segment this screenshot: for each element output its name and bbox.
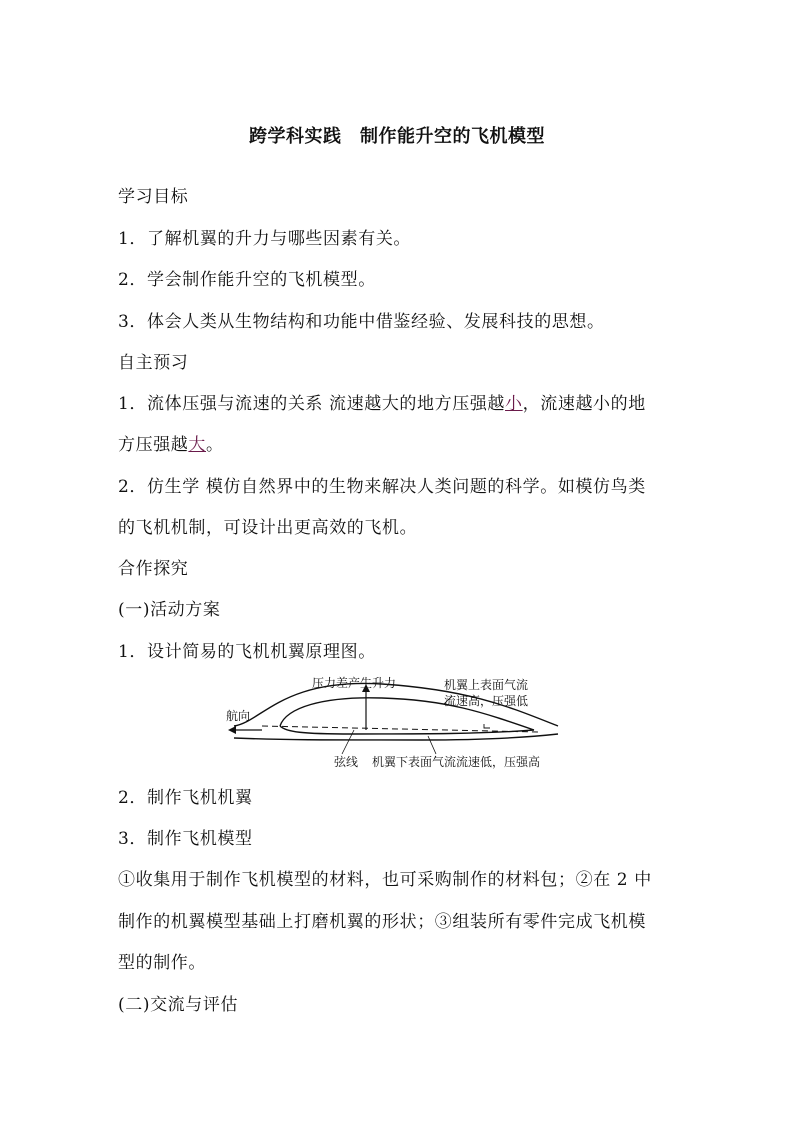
subheading-discussion: (二)交流与评估 <box>118 995 239 1015</box>
label-heading: 航向 <box>226 709 251 723</box>
label-top-1: 机翼上表面气流 <box>444 678 529 692</box>
preview-question-1-cont <box>118 434 224 456</box>
step-2: 2．制作飞机机翼 <box>118 788 253 808</box>
wing-lower-surface <box>280 726 534 734</box>
page-title: 跨学科实践 制作能升空的飞机模型 <box>249 126 545 147</box>
step-1: 1．设计简易的飞机机翼原理图。 <box>118 642 376 662</box>
section-heading-explore: 合作探究 <box>118 559 189 579</box>
objective-item: 1．了解机翼的升力与哪些因素有关。 <box>118 229 412 249</box>
trailing-marker <box>484 724 490 728</box>
section-heading-objectives: 学习目标 <box>118 187 189 207</box>
section-heading-preview: 自主预习 <box>118 353 189 373</box>
q1-text-part3: 方压强越 <box>118 435 189 455</box>
label-bottom: 机翼下表面气流流速低，压强高 <box>372 755 541 769</box>
preview-question-2: 2．仿生学 模仿自然界中的生物来解决人类问题的科学。如模仿鸟类 <box>118 477 646 497</box>
preview-question-1 <box>118 393 646 415</box>
subheading-activity-plan: (一)活动方案 <box>118 600 221 620</box>
step-3-text: 制作的机翼模型基础上打磨机翼的形状；③组装所有零件完成飞机模 <box>118 912 646 932</box>
label-lift: 压力差产生升力 <box>312 676 397 690</box>
label-top-2: 流速高，压强低 <box>444 694 529 708</box>
heading-arrow-head <box>228 726 236 734</box>
objective-item: 3．体会人类从生物结构和功能中借鉴经验、发展科技的思想。 <box>118 312 605 332</box>
label-chord: 弦线 <box>334 755 359 769</box>
step-3-text: 型的制作。 <box>118 953 206 973</box>
objective-item: 2．学会制作能升空的飞机模型。 <box>118 270 376 290</box>
q1-answer-1: 小 <box>505 394 523 414</box>
chord-line <box>262 726 538 732</box>
lower-airflow-line <box>234 734 558 740</box>
q1-text-part1: 1．流体压强与流速的关系 流速越大的地方压强越 <box>118 394 506 414</box>
preview-question-2-cont: 的飞机机制，可设计出更高效的飞机。 <box>118 518 418 538</box>
q1-text-part4: 。 <box>206 435 224 455</box>
wing-diagram <box>222 672 572 776</box>
step-3: 3．制作飞机模型 <box>118 829 253 849</box>
lower-pointer <box>428 736 436 754</box>
q1-answer-2: 大 <box>188 435 207 455</box>
q1-text-part2: ，流速越小的地 <box>522 394 646 414</box>
step-3-text: ①收集用于制作飞机模型的材料，也可采购制作的材料包；②在 2 中 <box>118 870 652 890</box>
